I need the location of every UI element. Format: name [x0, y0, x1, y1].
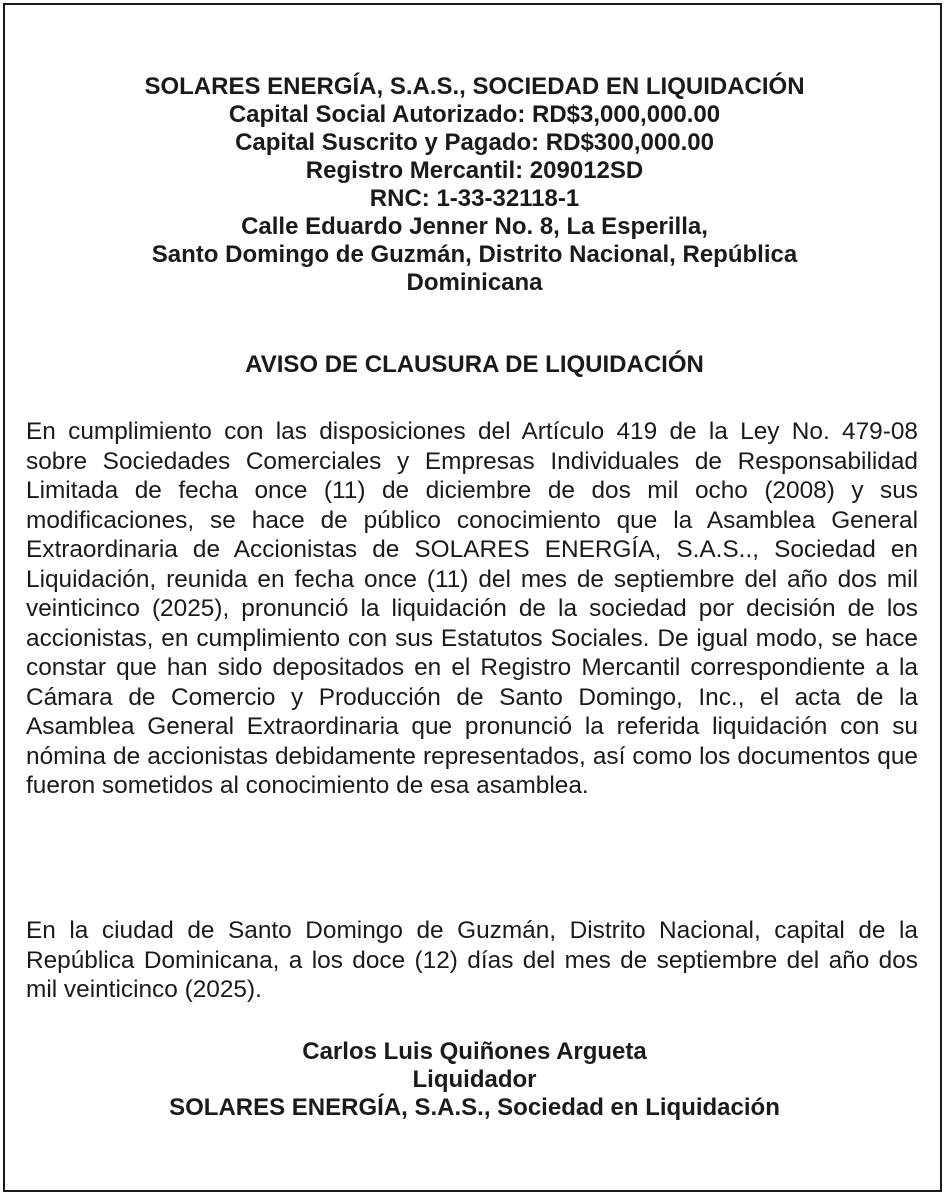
- notice-title: AVISO DE CLAUSURA DE LIQUIDACIÓN: [245, 351, 704, 378]
- signatory-company: SOLARES ENERGÍA, S.A.S., Sociedad en Liquidación: [169, 1094, 780, 1121]
- notice-paragraph-2: En la ciudad de Santo Domingo de Guzmán, Distrito Nacional, capital de la República Dominicana, a los doce (12) días del mes de septiembre del año dos mil veinticinco (2025).: [26, 917, 918, 1003]
- signatory-name: Carlos Luis Quiñones Argueta: [302, 1038, 647, 1065]
- company-name: SOLARES ENERGÍA, S.A.S., SOCIEDAD EN LIQUIDACIÓN: [144, 73, 805, 100]
- subscribed-capital: Capital Suscrito y Pagado: RD$300,000.00: [235, 129, 714, 156]
- address-line-2: Santo Domingo de Guzmán, Distrito Nacional, República: [151, 241, 798, 268]
- notice-paragraph-1: En cumplimiento con las disposiciones del Artículo 419 de la Ley No. 479-08 sobre Sociedades Comerciales y Empresas Individuales de Responsabilidad Limitada de fecha once (11) de diciembre de dos mil ocho (2008) y sus modificaciones, se hace de público conocimiento que la Asamblea General Extraordinaria de Accionistas de SOLARES ENERGÍA, S.A.S.., Sociedad en Liquidación, reunida en fecha once (11) del mes de septiembre del año dos mil veinticinco (2025), pronunció la liquidación de la sociedad por decisión de los accionistas, en cumplimiento con sus Estatutos Sociales. De igual modo, se hace constar que han sido depositados en el Registro Mercantil correspondiente a la Cámara de Comercio y Producción de Santo Domingo, Inc., el acta de la Asamblea General Extraordinaria que pronunció la referida liquidación con su nómina de accionistas debidamente representados, así como los documentos que fueron sometidos al conocimiento de esa asamblea.: [26, 418, 918, 799]
- signatory-role: Liquidador: [412, 1066, 537, 1093]
- signature-block: [0, 1038, 949, 1122]
- address-line-3: Dominicana: [406, 269, 543, 296]
- company-header: [40, 73, 909, 297]
- mercantile-registry: Registro Mercantil: 209012SD: [305, 157, 644, 184]
- rnc-number: RNC: 1-33-32118-1: [369, 185, 580, 212]
- authorized-capital: Capital Social Autorizado: RD$3,000,000.00: [228, 101, 721, 128]
- address-line-1: Calle Eduardo Jenner No. 8, La Esperilla,: [241, 213, 708, 240]
